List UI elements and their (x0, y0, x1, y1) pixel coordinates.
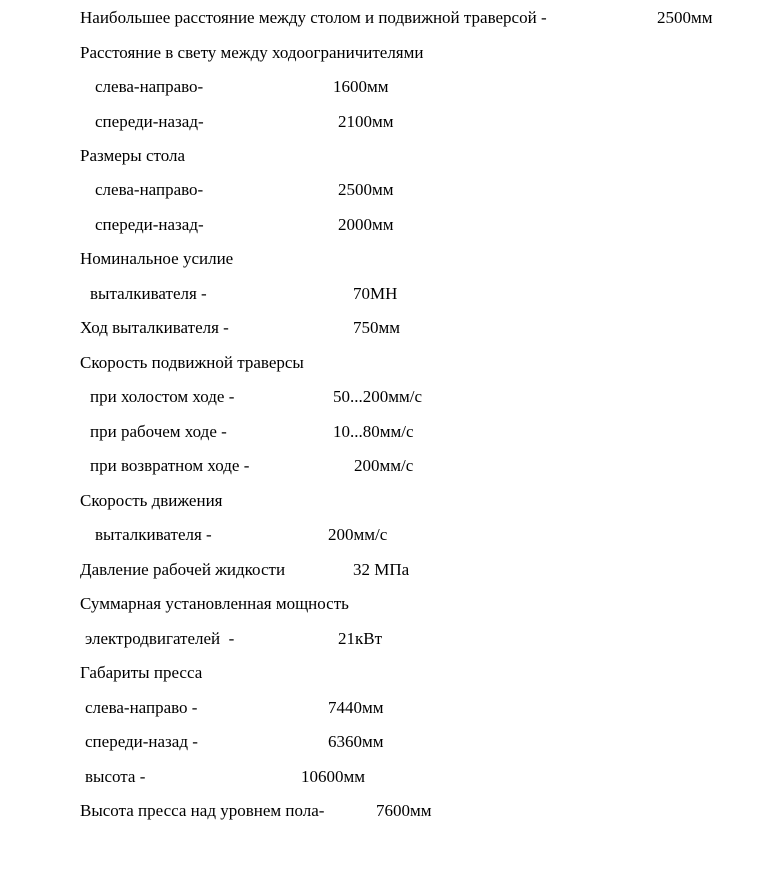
spec-label: Высота пресса над уровнем пола- (80, 801, 325, 820)
spec-value: 2500мм (338, 180, 394, 199)
spec-value: 70МН (353, 284, 398, 303)
spec-value: 32 МПа (353, 560, 410, 579)
spec-line-press-left-right (0, 696, 384, 720)
spec-label: выталкивателя - (90, 284, 207, 303)
spec-label: выталкивателя - (95, 525, 212, 544)
spec-label: Ход выталкивателя - (80, 318, 229, 337)
spec-line-fluid-pressure (0, 558, 410, 582)
spec-label: Расстояние в свету между ходоограничителями (80, 43, 424, 62)
spec-label: Скорость подвижной траверсы (80, 353, 304, 372)
spec-value: 750мм (353, 318, 401, 337)
spec-line-press-height (0, 765, 366, 789)
spec-label: при возвратном ходе - (90, 456, 250, 475)
spec-value: 1600мм (333, 77, 389, 96)
spec-value: 2500мм (657, 8, 713, 27)
spec-line-return-speed (0, 454, 414, 478)
spec-line-table-front-back (0, 213, 394, 237)
spec-label: слева-направо- (95, 77, 204, 96)
spec-label: слева-направо - (85, 698, 198, 717)
spec-heading-limit-distance (0, 41, 424, 65)
spec-value: 7440мм (328, 698, 384, 717)
spec-label: Номинальное усилие (80, 249, 234, 268)
spec-label: электродвигателей - (85, 629, 235, 648)
spec-value: 200мм/с (328, 525, 388, 544)
spec-label: при рабочем ходе - (90, 422, 227, 441)
spec-value: 10...80мм/с (333, 422, 414, 441)
spec-label: Суммарная установленная мощность (80, 594, 349, 613)
spec-line-table-left-right (0, 178, 394, 202)
spec-value: 2100мм (338, 112, 394, 131)
spec-label: спереди-назад- (95, 215, 204, 234)
spec-line-max-distance (0, 6, 713, 30)
spec-value: 21кВт (338, 629, 383, 648)
spec-value: 200мм/с (354, 456, 414, 475)
spec-line-motor-power (0, 627, 383, 651)
spec-value: 6360мм (328, 732, 384, 751)
spec-label: Давление рабочей жидкости (80, 560, 286, 579)
spec-label: Скорость движения (80, 491, 223, 510)
spec-line-limit-left-right (0, 75, 389, 99)
spec-value: 10600мм (301, 767, 366, 786)
spec-line-working-speed (0, 420, 414, 444)
spec-value: 7600мм (376, 801, 432, 820)
spec-value: 50...200мм/с (333, 387, 423, 406)
spec-heading-press-dimensions (0, 661, 203, 685)
spec-line-idle-speed (0, 385, 423, 409)
spec-label: спереди-назад- (95, 112, 204, 131)
spec-label: спереди-назад - (85, 732, 198, 751)
spec-heading-nominal-force (0, 247, 234, 271)
spec-line-press-front-back (0, 730, 384, 754)
spec-label: при холостом ходе - (90, 387, 235, 406)
spec-heading-crosshead-speed (0, 351, 304, 375)
spec-label: Габариты пресса (80, 663, 203, 682)
spec-value: 2000мм (338, 215, 394, 234)
spec-label: слева-направо- (95, 180, 204, 199)
spec-heading-total-power (0, 592, 349, 616)
spec-line-ejector-stroke (0, 316, 401, 340)
spec-label: Наибольшее расстояние между столом и подвижной траверсой - (80, 8, 547, 27)
spec-line-height-above-floor (0, 799, 432, 823)
spec-line-ejector-speed (0, 523, 388, 547)
spec-label: Размеры стола (80, 146, 186, 165)
spec-line-limit-front-back (0, 110, 394, 134)
spec-line-ejector-force (0, 282, 398, 306)
spec-label: высота - (85, 767, 146, 786)
spec-heading-movement-speed (0, 489, 223, 513)
spec-heading-table-size (0, 144, 186, 168)
